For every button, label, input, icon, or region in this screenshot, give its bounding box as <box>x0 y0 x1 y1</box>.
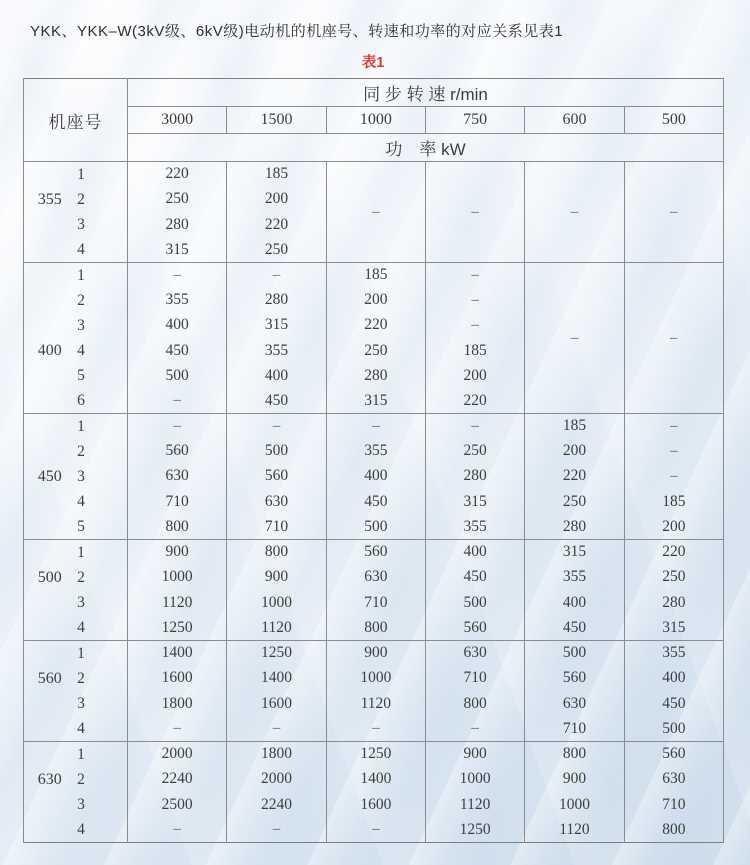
power-cell: 400 <box>227 363 326 388</box>
power-cell: 220 <box>326 313 425 338</box>
frame-index: 2 <box>77 770 85 788</box>
power-cell: 355 <box>624 641 723 666</box>
power-cell: 280 <box>425 464 524 489</box>
power-cell: 355 <box>525 565 624 590</box>
power-cell-empty: – <box>128 716 227 741</box>
frame-index: 3 <box>77 694 85 712</box>
frame-index: 4 <box>77 492 85 510</box>
power-cell: 2500 <box>128 792 227 817</box>
frame-index-column <box>24 742 127 842</box>
power-cell: 220 <box>227 212 326 237</box>
speed-col-600: 600 <box>525 107 624 134</box>
power-cell: 1000 <box>425 767 524 792</box>
frame-index-column <box>24 162 127 262</box>
speed-col-3000: 3000 <box>128 107 227 134</box>
power-cell: 630 <box>525 691 624 716</box>
power-cell: 220 <box>525 464 624 489</box>
power-cell-empty: – <box>227 716 326 741</box>
power-cell: 1600 <box>128 666 227 691</box>
power-cell: 1120 <box>425 792 524 817</box>
power-cell-empty: – <box>128 263 227 288</box>
power-cell: 800 <box>525 742 624 767</box>
frame-index: 4 <box>77 341 85 359</box>
speed-col-1500: 1500 <box>227 107 326 134</box>
power-cell: 710 <box>128 489 227 514</box>
power-cell: 500 <box>128 363 227 388</box>
power-cell: 315 <box>624 615 723 640</box>
power-cell: 250 <box>525 489 624 514</box>
power-cell: 1250 <box>425 817 524 842</box>
frame-index-column <box>24 540 127 640</box>
power-cell: 250 <box>425 439 524 464</box>
frame-index: 3 <box>77 593 85 611</box>
power-cell: 315 <box>128 237 227 262</box>
frame-index: 1 <box>77 417 85 435</box>
power-cell-empty: – <box>624 263 723 414</box>
frame-index: 4 <box>77 618 85 636</box>
power-cell: 250 <box>227 237 326 262</box>
frame-index: 1 <box>77 644 85 662</box>
power-cell: 710 <box>227 514 326 539</box>
power-cell: 200 <box>525 439 624 464</box>
power-cell: 1800 <box>227 742 326 767</box>
frame-group-wrap <box>24 540 127 640</box>
power-cell: 2000 <box>128 742 227 767</box>
frame-number: 630 <box>37 770 62 788</box>
power-cell: 355 <box>425 514 524 539</box>
power-cell: 710 <box>326 590 425 615</box>
power-cell: 450 <box>624 691 723 716</box>
power-cell: 500 <box>326 514 425 539</box>
frame-group-cell-355 <box>24 162 128 263</box>
frame-group-cell-400 <box>24 263 128 414</box>
frame-index: 3 <box>77 316 85 334</box>
power-cell: 400 <box>326 464 425 489</box>
frame-index: 1 <box>77 266 85 284</box>
speed-row-header: 同 步 转 速 r/min <box>128 79 724 107</box>
power-cell: 630 <box>624 767 723 792</box>
power-cell: 250 <box>624 565 723 590</box>
power-cell: 900 <box>425 742 524 767</box>
power-cell: 185 <box>227 162 326 187</box>
power-cell: 1120 <box>525 817 624 842</box>
power-cell-empty: – <box>227 414 326 439</box>
power-cell: 315 <box>227 313 326 338</box>
frame-index: 3 <box>77 215 85 233</box>
power-cell: 185 <box>326 263 425 288</box>
power-cell: 185 <box>525 414 624 439</box>
power-cell: 280 <box>326 363 425 388</box>
power-cell: 220 <box>425 388 524 413</box>
power-cell: 1000 <box>326 666 425 691</box>
power-cell: 900 <box>525 767 624 792</box>
frame-index: 4 <box>77 240 85 258</box>
power-cell-empty: – <box>425 162 524 263</box>
power-cell-empty: – <box>227 263 326 288</box>
frame-number: 560 <box>37 669 62 687</box>
frame-index: 2 <box>77 442 85 460</box>
power-cell: 630 <box>326 565 425 590</box>
frame-index: 1 <box>77 165 85 183</box>
frame-group-cell-500 <box>24 540 128 641</box>
power-cell: 500 <box>525 641 624 666</box>
power-cell: 500 <box>425 590 524 615</box>
table-header <box>24 79 724 162</box>
power-cell: 355 <box>326 439 425 464</box>
power-cell-empty: – <box>624 464 723 489</box>
frame-index: 5 <box>77 366 85 384</box>
power-cell: 450 <box>525 615 624 640</box>
power-cell: 280 <box>624 590 723 615</box>
power-cell: 2240 <box>128 767 227 792</box>
power-cell: 450 <box>227 388 326 413</box>
frame-number: 500 <box>37 568 62 586</box>
power-cell-empty: – <box>624 162 723 263</box>
power-cell-empty: – <box>227 817 326 842</box>
frame-number: 355 <box>37 190 62 208</box>
power-cell: 400 <box>128 313 227 338</box>
power-cell-empty: – <box>128 817 227 842</box>
power-cell: 630 <box>227 489 326 514</box>
frame-group-wrap <box>24 742 127 842</box>
power-cell-empty: – <box>624 414 723 439</box>
table-caption: 表1 <box>361 55 385 71</box>
power-cell: 185 <box>425 338 524 363</box>
power-cell: 900 <box>128 540 227 565</box>
power-cell: 1400 <box>128 641 227 666</box>
frame-index: 4 <box>77 719 85 737</box>
power-cell: 560 <box>425 615 524 640</box>
power-cell: 500 <box>624 716 723 741</box>
power-cell-empty: – <box>425 313 524 338</box>
power-cell: 1800 <box>128 691 227 716</box>
frame-index: 2 <box>77 190 85 208</box>
power-cell: 1120 <box>326 691 425 716</box>
power-cell: 315 <box>425 489 524 514</box>
power-cell: 1250 <box>326 742 425 767</box>
power-cell: 500 <box>227 439 326 464</box>
frame-index: 1 <box>77 543 85 561</box>
frame-group-cell-630 <box>24 742 128 843</box>
power-cell: 400 <box>425 540 524 565</box>
power-cell-empty: – <box>425 414 524 439</box>
frame-index-column <box>24 641 127 741</box>
frame-index: 2 <box>77 291 85 309</box>
power-cell: 280 <box>525 514 624 539</box>
power-cell-empty: – <box>326 716 425 741</box>
power-cell: 250 <box>128 187 227 212</box>
power-cell: 1250 <box>128 615 227 640</box>
power-cell-empty: – <box>128 388 227 413</box>
power-cell: 560 <box>128 439 227 464</box>
power-cell: 800 <box>425 691 524 716</box>
power-cell: 900 <box>227 565 326 590</box>
frame-index: 1 <box>77 745 85 763</box>
power-cell: 1250 <box>227 641 326 666</box>
power-cell: 220 <box>624 540 723 565</box>
frame-index: 4 <box>77 820 85 838</box>
frame-group-cell-560 <box>24 641 128 742</box>
power-cell-empty: – <box>128 414 227 439</box>
power-cell: 560 <box>624 742 723 767</box>
frame-number: 450 <box>37 467 62 485</box>
power-cell: 315 <box>525 540 624 565</box>
power-cell: 200 <box>227 187 326 212</box>
power-cell: 710 <box>425 666 524 691</box>
power-cell: 2000 <box>227 767 326 792</box>
power-cell-empty: – <box>326 414 425 439</box>
power-cell: 800 <box>326 615 425 640</box>
speed-col-1000: 1000 <box>326 107 425 134</box>
frame-index-column <box>24 263 127 413</box>
frame-column-header: 机座号 <box>24 79 128 162</box>
frame-index: 3 <box>77 467 85 485</box>
power-cell: 280 <box>128 212 227 237</box>
power-cell: 250 <box>326 338 425 363</box>
frame-index: 2 <box>77 669 85 687</box>
power-cell-empty: – <box>425 288 524 313</box>
power-cell: 1600 <box>227 691 326 716</box>
power-cell: 185 <box>624 489 723 514</box>
power-cell: 355 <box>227 338 326 363</box>
power-cell: 1600 <box>326 792 425 817</box>
power-cell: 450 <box>425 565 524 590</box>
power-cell-empty: – <box>326 162 425 263</box>
power-cell: 2240 <box>227 792 326 817</box>
frame-index: 6 <box>77 391 85 409</box>
power-cell: 710 <box>525 716 624 741</box>
power-cell-empty: – <box>425 716 524 741</box>
speed-col-750: 750 <box>425 107 524 134</box>
frame-group-cell-450 <box>24 414 128 540</box>
power-cell: 1000 <box>128 565 227 590</box>
frame-number: 400 <box>37 341 62 359</box>
power-cell: 355 <box>128 288 227 313</box>
power-cell: 200 <box>326 288 425 313</box>
power-cell: 710 <box>624 792 723 817</box>
power-cell-empty: – <box>326 817 425 842</box>
power-cell-empty: – <box>624 439 723 464</box>
power-cell: 560 <box>326 540 425 565</box>
power-cell: 400 <box>624 666 723 691</box>
power-cell: 800 <box>227 540 326 565</box>
frame-index: 5 <box>77 517 85 535</box>
power-cell: 560 <box>525 666 624 691</box>
power-cell: 400 <box>525 590 624 615</box>
frame-group-wrap <box>24 263 127 413</box>
power-cell: 220 <box>128 162 227 187</box>
power-cell: 1400 <box>227 666 326 691</box>
table-body <box>24 162 724 843</box>
power-cell: 1400 <box>326 767 425 792</box>
frame-group-wrap <box>24 641 127 741</box>
power-cell: 450 <box>128 338 227 363</box>
power-cell-empty: – <box>525 162 624 263</box>
power-cell: 450 <box>326 489 425 514</box>
power-cell: 200 <box>425 363 524 388</box>
power-cell: 560 <box>227 464 326 489</box>
power-cell: 1000 <box>227 590 326 615</box>
power-cell: 280 <box>227 288 326 313</box>
power-cell: 800 <box>624 817 723 842</box>
frame-group-wrap <box>24 414 127 539</box>
speed-col-500: 500 <box>624 107 723 134</box>
power-cell: 630 <box>128 464 227 489</box>
page-title: YKK、YKK–W(3kV级、6kV级)电动机的机座号、转速和功率的对应关系见表1 <box>30 23 564 40</box>
power-cell-empty: – <box>525 263 624 414</box>
power-cell: 1000 <box>525 792 624 817</box>
frame-index-column <box>24 414 127 539</box>
power-row-header: 功 率 kW <box>128 134 724 162</box>
power-cell: 800 <box>128 514 227 539</box>
power-cell-empty: – <box>425 263 524 288</box>
power-cell: 1120 <box>227 615 326 640</box>
frame-group-wrap <box>24 162 127 262</box>
motor-power-table <box>23 78 724 843</box>
power-cell: 315 <box>326 388 425 413</box>
power-cell: 900 <box>326 641 425 666</box>
frame-index: 3 <box>77 795 85 813</box>
power-cell: 630 <box>425 641 524 666</box>
power-cell: 200 <box>624 514 723 539</box>
power-cell: 1120 <box>128 590 227 615</box>
frame-index: 2 <box>77 568 85 586</box>
